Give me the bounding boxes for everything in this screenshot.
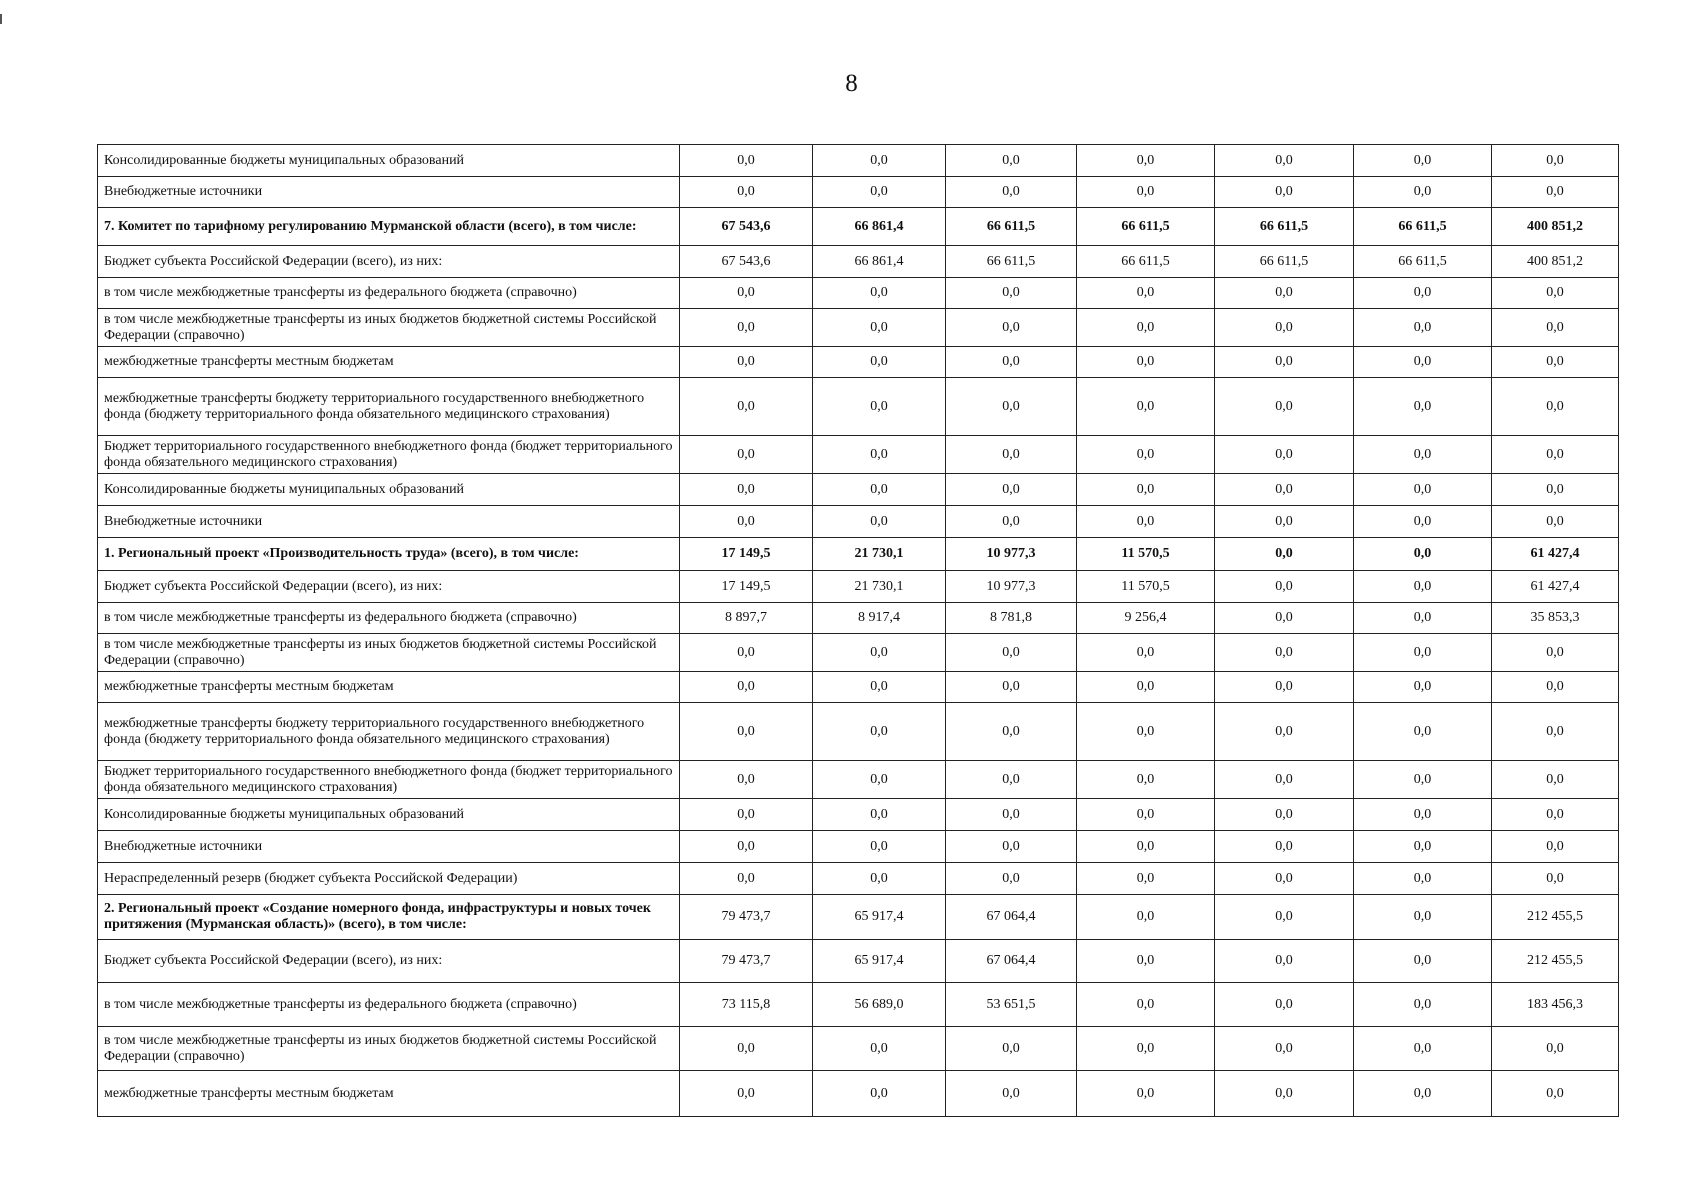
value-cell: 0,0 <box>1215 571 1354 603</box>
table-row <box>98 603 1619 634</box>
value-cell: 0,0 <box>1354 436 1492 474</box>
value-cell: 0,0 <box>946 177 1077 208</box>
table-row <box>98 246 1619 278</box>
value-cell: 0,0 <box>813 1027 946 1071</box>
value-cell: 0,0 <box>946 506 1077 538</box>
value-cell: 0,0 <box>1492 1071 1619 1117</box>
value-cell: 0,0 <box>1077 347 1215 378</box>
table-row <box>98 1071 1619 1117</box>
value-cell: 0,0 <box>1077 895 1215 940</box>
value-cell: 0,0 <box>1077 309 1215 347</box>
row-label: в том числе межбюджетные трансферты из федерального бюджета (справочно) <box>98 278 680 309</box>
table-row <box>98 278 1619 309</box>
row-label: Внебюджетные источники <box>98 831 680 863</box>
value-cell: 0,0 <box>1354 761 1492 799</box>
value-cell: 183 456,3 <box>1492 983 1619 1027</box>
value-cell: 0,0 <box>813 177 946 208</box>
value-cell: 0,0 <box>946 672 1077 703</box>
value-cell: 0,0 <box>1215 278 1354 309</box>
value-cell: 0,0 <box>946 761 1077 799</box>
table-row <box>98 347 1619 378</box>
value-cell: 0,0 <box>813 347 946 378</box>
value-cell: 212 455,5 <box>1492 940 1619 983</box>
row-label: межбюджетные трансферты местным бюджетам <box>98 672 680 703</box>
row-label: в том числе межбюджетные трансферты из федерального бюджета (справочно) <box>98 983 680 1027</box>
row-label: межбюджетные трансферты бюджету территориального государственного внебюджетного фонда (бюджету территориального фонда обязательного медицинского страхования) <box>98 378 680 436</box>
table-row <box>98 983 1619 1027</box>
value-cell: 0,0 <box>1492 278 1619 309</box>
value-cell: 0,0 <box>680 761 813 799</box>
value-cell: 0,0 <box>1077 177 1215 208</box>
value-cell: 10 977,3 <box>946 538 1077 571</box>
row-label: Бюджет территориального государственного внебюджетного фонда (бюджет территориального фонда обязательного медицинского страхования) <box>98 436 680 474</box>
value-cell: 0,0 <box>1077 278 1215 309</box>
value-cell: 0,0 <box>1215 831 1354 863</box>
value-cell: 0,0 <box>1215 309 1354 347</box>
table-row <box>98 506 1619 538</box>
value-cell: 0,0 <box>1077 940 1215 983</box>
value-cell: 0,0 <box>1492 347 1619 378</box>
row-label: Внебюджетные источники <box>98 506 680 538</box>
value-cell: 66 611,5 <box>1215 246 1354 278</box>
value-cell: 0,0 <box>1354 703 1492 761</box>
value-cell: 0,0 <box>1354 1071 1492 1117</box>
value-cell: 0,0 <box>813 436 946 474</box>
value-cell: 0,0 <box>1354 278 1492 309</box>
value-cell: 0,0 <box>813 506 946 538</box>
table-row <box>98 378 1619 436</box>
row-label: Бюджет территориального государственного внебюджетного фонда (бюджет территориального фонда обязательного медицинского страхования) <box>98 761 680 799</box>
value-cell: 0,0 <box>680 703 813 761</box>
value-cell: 0,0 <box>1215 983 1354 1027</box>
value-cell: 0,0 <box>1354 347 1492 378</box>
value-cell: 0,0 <box>813 703 946 761</box>
value-cell: 79 473,7 <box>680 895 813 940</box>
value-cell: 11 570,5 <box>1077 538 1215 571</box>
value-cell: 66 611,5 <box>1077 246 1215 278</box>
value-cell: 0,0 <box>946 1027 1077 1071</box>
row-label: Бюджет субъекта Российской Федерации (всего), из них: <box>98 246 680 278</box>
value-cell: 0,0 <box>680 347 813 378</box>
value-cell: 0,0 <box>1077 436 1215 474</box>
value-cell: 0,0 <box>813 474 946 506</box>
table-row <box>98 761 1619 799</box>
value-cell: 0,0 <box>1215 799 1354 831</box>
value-cell: 0,0 <box>1077 863 1215 895</box>
value-cell: 0,0 <box>1492 378 1619 436</box>
budget-table-body <box>98 145 1619 1117</box>
value-cell: 67 064,4 <box>946 940 1077 983</box>
value-cell: 0,0 <box>1492 672 1619 703</box>
value-cell: 67 543,6 <box>680 208 813 246</box>
value-cell: 0,0 <box>946 436 1077 474</box>
value-cell: 0,0 <box>1215 347 1354 378</box>
value-cell: 0,0 <box>680 672 813 703</box>
value-cell: 0,0 <box>813 799 946 831</box>
value-cell: 0,0 <box>1354 145 1492 177</box>
table-row <box>98 436 1619 474</box>
value-cell: 0,0 <box>1077 672 1215 703</box>
value-cell: 0,0 <box>1354 506 1492 538</box>
value-cell: 11 570,5 <box>1077 571 1215 603</box>
value-cell: 0,0 <box>680 799 813 831</box>
value-cell: 0,0 <box>1492 474 1619 506</box>
value-cell: 0,0 <box>1354 378 1492 436</box>
value-cell: 0,0 <box>1492 1027 1619 1071</box>
value-cell: 8 897,7 <box>680 603 813 634</box>
value-cell: 0,0 <box>1492 831 1619 863</box>
value-cell: 0,0 <box>1354 474 1492 506</box>
value-cell: 0,0 <box>1077 145 1215 177</box>
value-cell: 66 611,5 <box>946 246 1077 278</box>
table-row <box>98 177 1619 208</box>
value-cell: 0,0 <box>680 278 813 309</box>
value-cell: 0,0 <box>813 1071 946 1117</box>
value-cell: 0,0 <box>1492 799 1619 831</box>
value-cell: 0,0 <box>813 831 946 863</box>
value-cell: 0,0 <box>1492 761 1619 799</box>
value-cell: 0,0 <box>1077 831 1215 863</box>
value-cell: 0,0 <box>813 278 946 309</box>
row-label: межбюджетные трансферты бюджету территориального государственного внебюджетного фонда (бюджету территориального фонда обязательного медицинского страхования) <box>98 703 680 761</box>
table-row <box>98 863 1619 895</box>
row-label: 7. Комитет по тарифному регулированию Мурманской области (всего), в том числе: <box>98 208 680 246</box>
value-cell: 73 115,8 <box>680 983 813 1027</box>
value-cell: 0,0 <box>1215 1027 1354 1071</box>
table-row <box>98 538 1619 571</box>
value-cell: 0,0 <box>1077 1071 1215 1117</box>
table-row <box>98 474 1619 506</box>
scan-edge-mark <box>0 14 2 24</box>
value-cell: 0,0 <box>1215 1071 1354 1117</box>
budget-table <box>97 144 1619 1117</box>
row-label: Консолидированные бюджеты муниципальных образований <box>98 799 680 831</box>
value-cell: 0,0 <box>1492 177 1619 208</box>
value-cell: 0,0 <box>1077 703 1215 761</box>
value-cell: 0,0 <box>813 672 946 703</box>
row-label: в том числе межбюджетные трансферты из иных бюджетов бюджетной системы Российской Федерации (справочно) <box>98 309 680 347</box>
page-number: 8 <box>845 70 858 97</box>
row-label: 2. Региональный проект «Создание номерного фонда, инфраструктуры и новых точек притяжения (Мурманская область)» (всего), в том числе: <box>98 895 680 940</box>
value-cell: 21 730,1 <box>813 538 946 571</box>
value-cell: 17 149,5 <box>680 538 813 571</box>
value-cell: 66 611,5 <box>1077 208 1215 246</box>
value-cell: 0,0 <box>1215 940 1354 983</box>
value-cell: 10 977,3 <box>946 571 1077 603</box>
value-cell: 0,0 <box>946 145 1077 177</box>
value-cell: 0,0 <box>680 474 813 506</box>
value-cell: 0,0 <box>1354 634 1492 672</box>
value-cell: 0,0 <box>1215 378 1354 436</box>
value-cell: 0,0 <box>1354 940 1492 983</box>
value-cell: 0,0 <box>1354 831 1492 863</box>
value-cell: 0,0 <box>1354 309 1492 347</box>
value-cell: 0,0 <box>1354 983 1492 1027</box>
value-cell: 0,0 <box>680 145 813 177</box>
value-cell: 66 611,5 <box>946 208 1077 246</box>
value-cell: 0,0 <box>1077 506 1215 538</box>
value-cell: 0,0 <box>813 863 946 895</box>
table-row <box>98 799 1619 831</box>
value-cell: 79 473,7 <box>680 940 813 983</box>
value-cell: 0,0 <box>680 177 813 208</box>
table-row <box>98 145 1619 177</box>
value-cell: 9 256,4 <box>1077 603 1215 634</box>
value-cell: 67 064,4 <box>946 895 1077 940</box>
value-cell: 0,0 <box>946 634 1077 672</box>
value-cell: 212 455,5 <box>1492 895 1619 940</box>
value-cell: 21 730,1 <box>813 571 946 603</box>
value-cell: 0,0 <box>1077 474 1215 506</box>
table-row <box>98 309 1619 347</box>
value-cell: 0,0 <box>1492 436 1619 474</box>
value-cell: 0,0 <box>1215 761 1354 799</box>
value-cell: 0,0 <box>946 703 1077 761</box>
value-cell: 0,0 <box>1354 538 1492 571</box>
value-cell: 66 861,4 <box>813 246 946 278</box>
table-row <box>98 940 1619 983</box>
value-cell: 0,0 <box>813 634 946 672</box>
value-cell: 0,0 <box>946 378 1077 436</box>
value-cell: 67 543,6 <box>680 246 813 278</box>
value-cell: 0,0 <box>1354 603 1492 634</box>
value-cell: 0,0 <box>1215 177 1354 208</box>
value-cell: 0,0 <box>1215 436 1354 474</box>
value-cell: 0,0 <box>1354 895 1492 940</box>
value-cell: 65 917,4 <box>813 940 946 983</box>
value-cell: 0,0 <box>946 863 1077 895</box>
row-label: 1. Региональный проект «Производительность труда» (всего), в том числе: <box>98 538 680 571</box>
value-cell: 0,0 <box>1492 634 1619 672</box>
value-cell: 53 651,5 <box>946 983 1077 1027</box>
value-cell: 0,0 <box>1215 863 1354 895</box>
value-cell: 0,0 <box>1077 799 1215 831</box>
row-label: межбюджетные трансферты местным бюджетам <box>98 1071 680 1117</box>
value-cell: 0,0 <box>680 506 813 538</box>
table-row <box>98 1027 1619 1071</box>
value-cell: 0,0 <box>1077 983 1215 1027</box>
value-cell: 66 611,5 <box>1354 208 1492 246</box>
value-cell: 0,0 <box>1215 538 1354 571</box>
row-label: Бюджет субъекта Российской Федерации (всего), из них: <box>98 571 680 603</box>
value-cell: 0,0 <box>1354 571 1492 603</box>
value-cell: 0,0 <box>946 1071 1077 1117</box>
row-label: в том числе межбюджетные трансферты из иных бюджетов бюджетной системы Российской Федерации (справочно) <box>98 634 680 672</box>
row-label: Внебюджетные источники <box>98 177 680 208</box>
value-cell: 0,0 <box>1354 863 1492 895</box>
value-cell: 0,0 <box>680 831 813 863</box>
table-row <box>98 831 1619 863</box>
row-label: Консолидированные бюджеты муниципальных образований <box>98 145 680 177</box>
row-label: Бюджет субъекта Российской Федерации (всего), из них: <box>98 940 680 983</box>
value-cell: 0,0 <box>1492 506 1619 538</box>
value-cell: 0,0 <box>946 347 1077 378</box>
table-row <box>98 571 1619 603</box>
value-cell: 0,0 <box>1492 145 1619 177</box>
value-cell: 0,0 <box>813 309 946 347</box>
value-cell: 0,0 <box>1077 378 1215 436</box>
value-cell: 0,0 <box>1077 1027 1215 1071</box>
value-cell: 66 611,5 <box>1215 208 1354 246</box>
row-label: в том числе межбюджетные трансферты из федерального бюджета (справочно) <box>98 603 680 634</box>
value-cell: 0,0 <box>680 436 813 474</box>
value-cell: 0,0 <box>680 863 813 895</box>
value-cell: 35 853,3 <box>1492 603 1619 634</box>
value-cell: 56 689,0 <box>813 983 946 1027</box>
value-cell: 0,0 <box>1492 863 1619 895</box>
value-cell: 8 781,8 <box>946 603 1077 634</box>
row-label: Нераспределенный резерв (бюджет субъекта Российской Федерации) <box>98 863 680 895</box>
row-label: в том числе межбюджетные трансферты из иных бюджетов бюджетной системы Российской Федерации (справочно) <box>98 1027 680 1071</box>
table-row <box>98 672 1619 703</box>
value-cell: 0,0 <box>1492 309 1619 347</box>
value-cell: 0,0 <box>1354 177 1492 208</box>
value-cell: 0,0 <box>1492 703 1619 761</box>
value-cell: 17 149,5 <box>680 571 813 603</box>
table-row <box>98 208 1619 246</box>
row-label: межбюджетные трансферты местным бюджетам <box>98 347 680 378</box>
value-cell: 65 917,4 <box>813 895 946 940</box>
table-row <box>98 634 1619 672</box>
value-cell: 0,0 <box>1354 672 1492 703</box>
value-cell: 0,0 <box>1077 761 1215 799</box>
value-cell: 0,0 <box>1215 145 1354 177</box>
value-cell: 0,0 <box>946 831 1077 863</box>
value-cell: 0,0 <box>1215 506 1354 538</box>
value-cell: 0,0 <box>1354 1027 1492 1071</box>
value-cell: 0,0 <box>1215 672 1354 703</box>
value-cell: 61 427,4 <box>1492 571 1619 603</box>
value-cell: 66 611,5 <box>1354 246 1492 278</box>
value-cell: 8 917,4 <box>813 603 946 634</box>
value-cell: 0,0 <box>946 309 1077 347</box>
value-cell: 0,0 <box>813 761 946 799</box>
value-cell: 0,0 <box>680 378 813 436</box>
table-row <box>98 703 1619 761</box>
value-cell: 0,0 <box>1077 634 1215 672</box>
value-cell: 0,0 <box>680 309 813 347</box>
row-label: Консолидированные бюджеты муниципальных образований <box>98 474 680 506</box>
value-cell: 0,0 <box>1215 474 1354 506</box>
value-cell: 400 851,2 <box>1492 246 1619 278</box>
value-cell: 0,0 <box>946 278 1077 309</box>
value-cell: 0,0 <box>1215 603 1354 634</box>
value-cell: 66 861,4 <box>813 208 946 246</box>
value-cell: 0,0 <box>1215 703 1354 761</box>
value-cell: 0,0 <box>813 145 946 177</box>
value-cell: 0,0 <box>946 474 1077 506</box>
value-cell: 0,0 <box>1354 799 1492 831</box>
value-cell: 0,0 <box>680 1027 813 1071</box>
value-cell: 0,0 <box>680 1071 813 1117</box>
value-cell: 61 427,4 <box>1492 538 1619 571</box>
value-cell: 400 851,2 <box>1492 208 1619 246</box>
table-row <box>98 895 1619 940</box>
value-cell: 0,0 <box>946 799 1077 831</box>
value-cell: 0,0 <box>813 378 946 436</box>
value-cell: 0,0 <box>1215 634 1354 672</box>
value-cell: 0,0 <box>680 634 813 672</box>
value-cell: 0,0 <box>1215 895 1354 940</box>
